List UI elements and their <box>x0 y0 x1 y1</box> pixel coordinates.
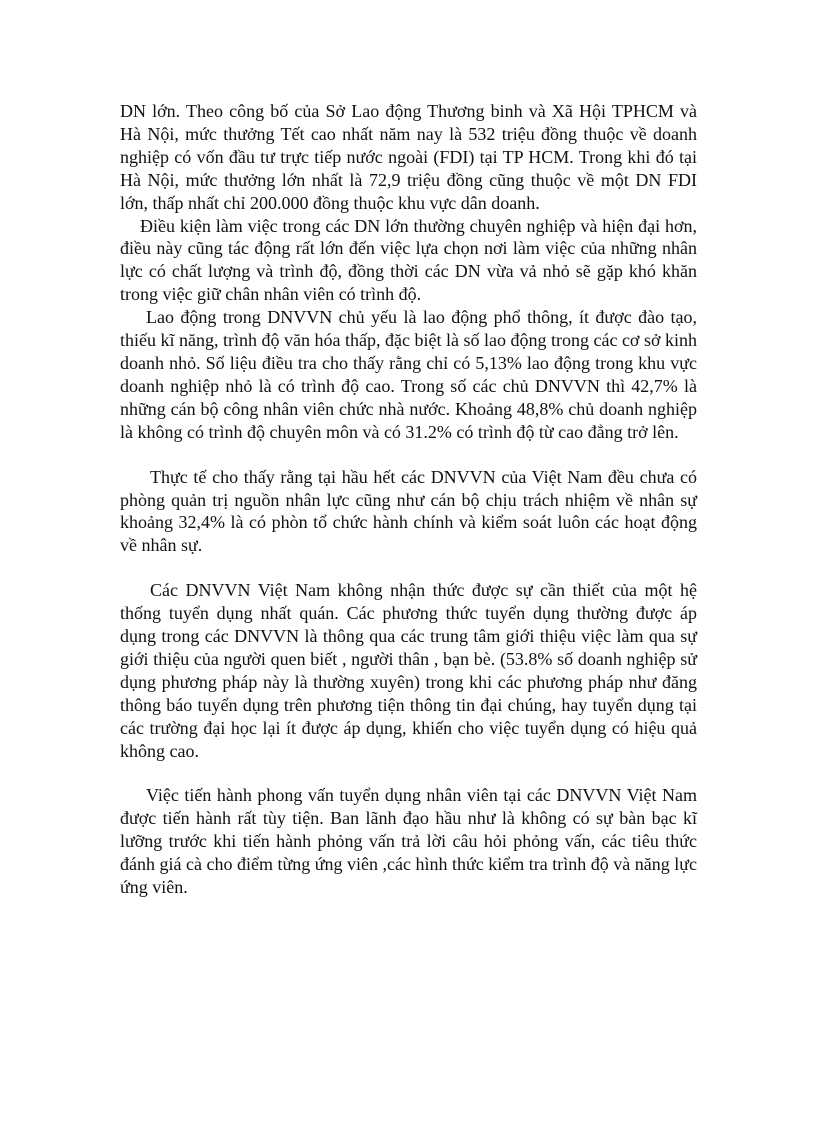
paragraph-spacer <box>120 762 697 784</box>
paragraph-interview: Việc tiến hành phong vấn tuyển dụng nhân viên tại các DNVVN Việt Nam được tiến hành rất tùy tiện. Ban lãnh đạo hầu như là không có sự bàn bạc kĩ lưỡng trước khi tiến hành phỏng vấn trả lời câu hỏi phỏng vấn, các tiêu thức đánh giá cà cho điểm từng ứng viên ,các hình thức kiểm tra trình độ và năng lực ứng viên. <box>120 785 697 898</box>
paragraph-hr-department: Thực tế cho thấy rằng tại hầu hết các DNVVN của Việt Nam đều chưa có phòng quản trị nguồn nhân lực cũng như cán bộ chịu trách nhiệm về nhân sự khoảng 32,4% là có phòn tổ chức hành chính và kiểm soát luôn các hoạt động về nhân sự. <box>120 466 697 556</box>
paragraph-labor-quality: Lao động trong DNVVN chủ yếu là lao động phổ thông, ít được đào tạo, thiếu kĩ năng, trình độ văn hóa thấp, đặc biệt là số lao động trong các cơ sở kinh doanh nhỏ. Số liệu điều tra cho thấy rằng chỉ có 5,13% lao động trong khu vực doanh nghiệp nhỏ là có trình độ cao. Trong số các chủ DNVVN thì 42,7% là những cán bộ công nhân viên chức nhà nước. Khoảng 48,8% chủ doanh nghiệp là không có trình độ chuyên môn và có 31.2% có trình độ từ cao đẳng trở lên. <box>120 307 697 442</box>
paragraph-bonus: DN lớn. Theo công bố của Sở Lao động Thương binh và Xã Hội TPHCM và Hà Nội, mức thưởng Tết cao nhất năm nay là 532 triệu đồng thuộc về doanh nghiệp có vốn đầu tư trực tiếp nước ngoài (FDI) tại TP HCM. Trong khi đó tại Hà Nội, mức thưởng lớn nhất là 72,9 triệu đồng cũng thuộc về một DN FDI lớn, thấp nhất chỉ 200.000 đồng thuộc khu vực dân doanh. <box>120 101 697 213</box>
paragraph-recruitment-system: Các DNVVN Việt Nam không nhận thức được sự cần thiết của một hệ thống tuyển dụng nhất quán. Các phương thức tuyển dụng thường được áp dụng trong các DNVVN là thông qua các trung tâm giới thiệu việc làm qua sự giới thiệu của người quen biết , người thân , bạn bè. (53.8% số doanh nghiệp sử dụng phương pháp này là thường xuyên) trong khi các phương pháp như đăng thông báo tuyển dụng trên phương tiện thông tin đại chúng, hay tuyển dụng tại các trường đại học lại ít được áp dụng, khiến cho việc tuyển dụng có hiệu quả không cao. <box>120 580 697 761</box>
document-page <box>120 100 697 899</box>
paragraph-working-conditions: Điều kiện làm việc trong các DN lớn thường chuyên nghiệp và hiện đại hơn, điều này cũng tác động rất lớn đến việc lựa chọn nơi làm việc của những nhân lực có chất lượng và trình độ, đồng thời các DN vừa vả nhỏ sẽ gặp khó khăn trong việc giữ chân nhân viên có trình độ. <box>120 215 697 305</box>
paragraph-spacer <box>120 557 697 579</box>
paragraph-spacer <box>120 444 697 466</box>
